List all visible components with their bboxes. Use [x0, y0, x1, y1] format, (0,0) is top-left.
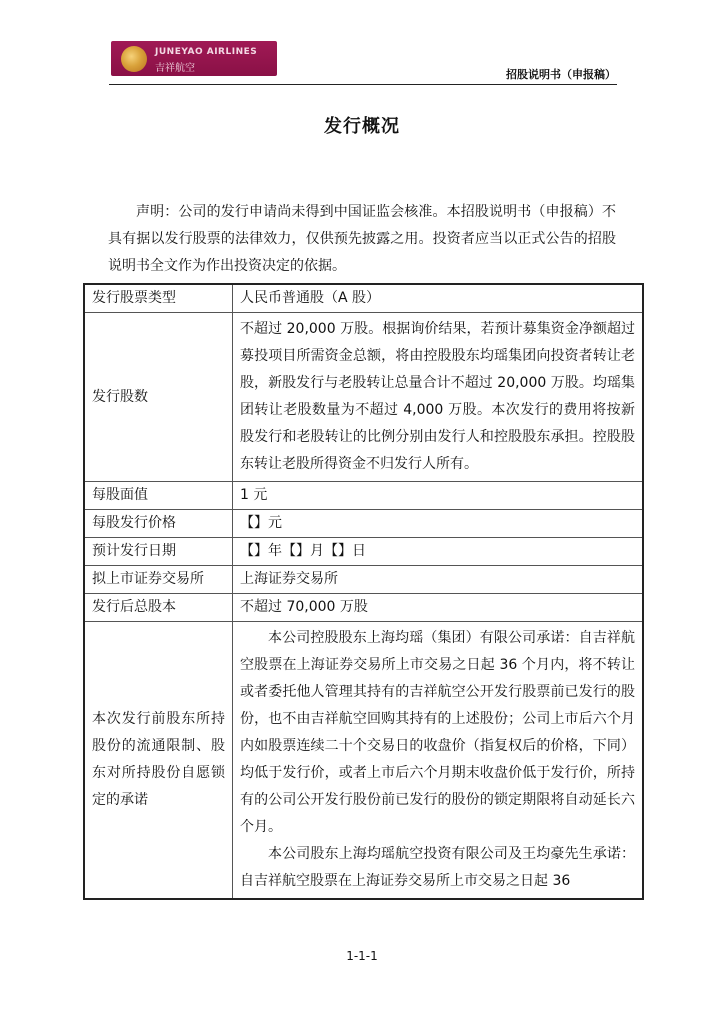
logo-emblem-icon [121, 46, 147, 72]
table-row [84, 284, 643, 313]
document-label: 招股说明书（申报稿） [506, 68, 616, 81]
lockup-label: 本次发行前股东所持股份的流通限制、股东对所持股份自愿锁定的承诺 [92, 711, 225, 808]
issue-date-label: 预计发行日期 [84, 538, 233, 566]
par-value-value: 1 元 [233, 482, 644, 510]
issue-date-value: 【】年【】月【】日 [233, 538, 644, 566]
total-capital-value: 不超过 70,000 万股 [233, 594, 644, 622]
par-value-label: 每股面值 [84, 482, 233, 510]
lockup-label-cell [84, 622, 233, 900]
table-row [84, 313, 643, 482]
issue-price-label: 每股发行价格 [84, 510, 233, 538]
page-number: 1-1-1 [346, 949, 378, 963]
table-row [84, 538, 643, 566]
exchange-value: 上海证券交易所 [233, 566, 644, 594]
lockup-paragraph-1: 本公司控股股东上海均瑶（集团）有限公司承诺：自吉祥航空股票在上海证券交易所上市交易之日起 36 个月内，将不转让或者委托他人管理其持有的吉祥航空公开发行股票前已发行的股份，也不由吉祥航空回购其持有的上述股份；公司上市后六个月内如股票连续二十个交易日的收盘价（指复权后的价格，下同）均低于发行价，或者上市后六个月期末收盘价低于发行价，所持有的公司公开发行股份前已发行的股份的锁定期限将自动延长六个月。 [240, 630, 635, 835]
page-title: 发行概况 [324, 116, 400, 137]
lockup-cell [233, 622, 644, 900]
table-row [84, 622, 643, 900]
disclaimer-statement: 声明：公司的发行申请尚未得到中国证监会核准。本招股说明书（申报稿）不具有据以发行股票的法律效力，仅供预先披露之用。投资者应当以正式公告的招股说明书全文作为作出投资决定的依据。 [108, 204, 616, 274]
issue-price-value: 【】元 [233, 510, 644, 538]
stock-type-value: 人民币普通股（A 股） [233, 284, 644, 313]
table-row [84, 510, 643, 538]
share-count-cell [233, 313, 644, 482]
total-capital-label: 发行后总股本 [84, 594, 233, 622]
table-row [84, 482, 643, 510]
stock-type-label: 发行股票类型 [84, 284, 233, 313]
table-row [84, 566, 643, 594]
table-row [84, 594, 643, 622]
lockup-paragraph-2: 本公司股东上海均瑶航空投资有限公司及王均豪先生承诺：自吉祥航空股票在上海证券交易所上市交易之日起 36 [240, 846, 635, 889]
logo-english-name: JUNEYAO AIRLINES [155, 47, 258, 57]
logo-chinese-name: 吉祥航空 [155, 63, 195, 74]
share-count-value: 不超过 20,000 万股。根据询价结果，若预计募集资金净额超过募投项目所需资金总额，将由控股股东均瑶集团向投资者转让老股，新股发行与老股转让总量合计不超过 20,000 万股。均瑶集团转让老股数量为不超过 4,000 万股。本次发行的费用将按新股发行和老股转让的比例分别由发行人和控股股东承担。控股股东转让老股所得资金不归发行人所有。 [240, 321, 635, 472]
issuance-overview-table [83, 283, 644, 900]
header-divider [109, 84, 617, 85]
company-logo [111, 41, 277, 76]
exchange-label: 拟上市证券交易所 [84, 566, 233, 594]
share-count-label: 发行股数 [84, 313, 233, 482]
